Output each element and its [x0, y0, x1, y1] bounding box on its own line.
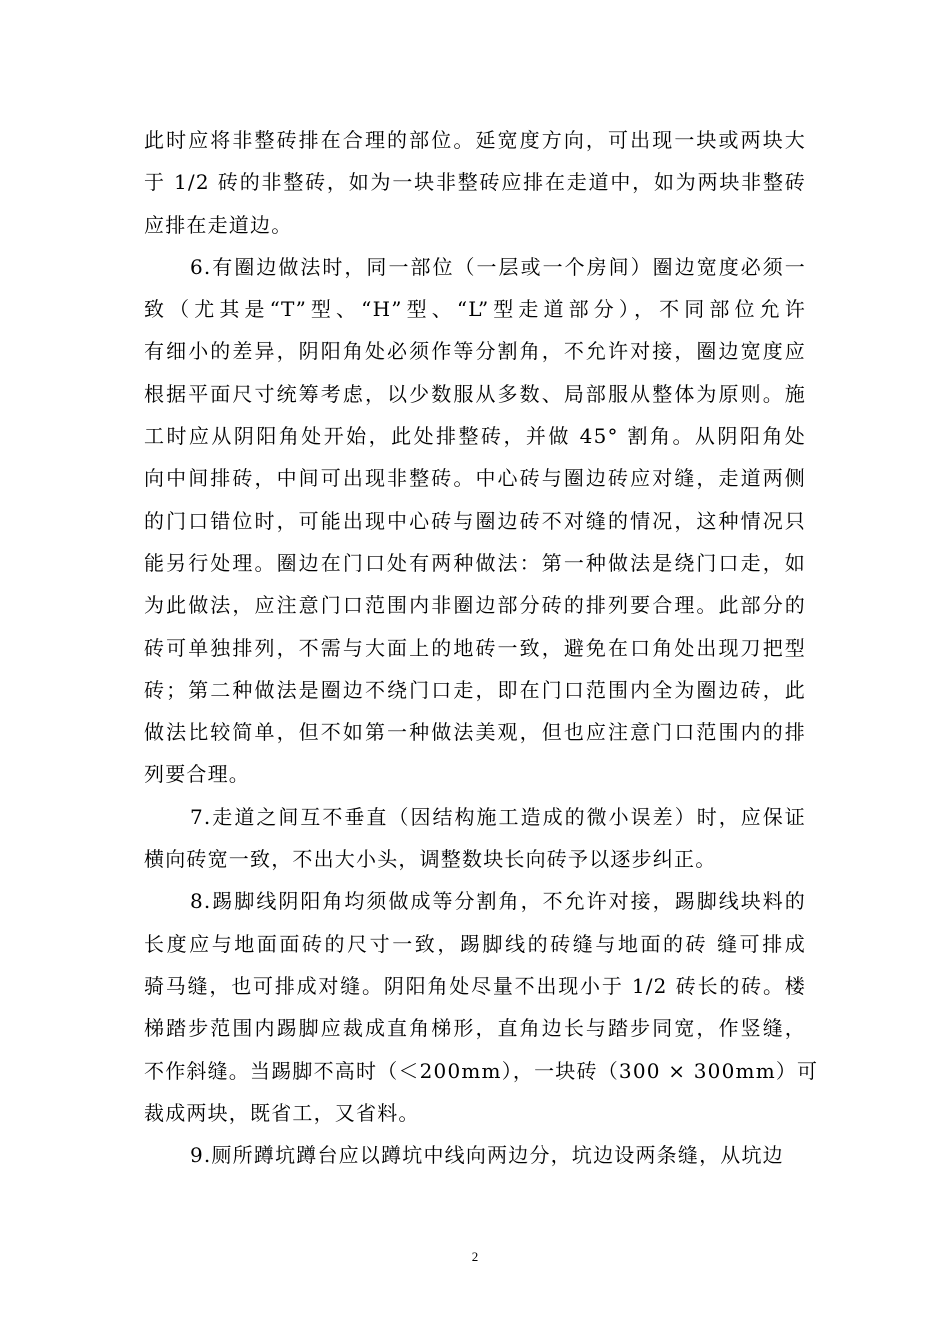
text-line: 裁成两块，既省工，又省料。	[144, 1100, 420, 1125]
paragraph-continuation	[144, 119, 806, 246]
document-body	[144, 119, 819, 1176]
text-line: 长度应与地面面砖的尺寸一致，踢脚线的砖缝与地面的砖 缝可排成	[144, 931, 806, 956]
text-line: 的门口错位时，可能出现中心砖与圈边砖不对缝的情况，这种情况只	[144, 508, 806, 533]
text-line: 根据平面尺寸统筹考虑，以少数服从多数、局部服从整体为原则。施	[144, 381, 806, 406]
text-line: 砖可单独排列，不需与大面上的地砖一致，避免在口角处出现刀把型	[144, 635, 806, 660]
paragraph-item-8	[144, 880, 819, 1134]
text-line: 此时应将非整砖排在合理的部位。延宽度方向，可出现一块或两块大	[144, 128, 806, 152]
text-line: 8.踢脚线阴阳角均须做成等分割角，不允许对接，踢脚线块料的	[190, 889, 806, 914]
text-line: 6.有圈边做法时，同一部位（一层或一个房间）圈边宽度必须一	[190, 254, 806, 279]
text-line: 横向砖宽一致，不出大小头，调整数块长向砖予以逐步纠正。	[144, 847, 717, 872]
text-line: 致（尤其是“T”型、“H”型、“L”型走道部分），不同部位允许	[144, 297, 806, 322]
text-line: 7.走道之间互不垂直（因结构施工造成的微小误差）时，应保证	[190, 804, 806, 829]
paragraph-item-7	[144, 796, 806, 881]
text-line: 砖；第二种做法是圈边不绕门口走，即在门口范围内全为圈边砖，此	[144, 677, 806, 702]
text-line: 能另行处理。圈边在门口处有两种做法：第一种做法是绕门口走，如	[144, 550, 806, 575]
paragraph-item-6	[144, 246, 806, 796]
text-line: 做法比较简单，但不如第一种做法美观，但也应注意门口范围内的排	[144, 720, 806, 745]
text-line: 不作斜缝。当踢脚不高时（＜200mm），一块砖（300 × 300mm）可	[144, 1058, 819, 1083]
text-line: 于 1/2 砖的非整砖，如为一块非整砖应排在走道中，如为两块非整砖	[144, 170, 806, 195]
text-line: 为此做法，应注意门口范围内非圈边部分砖的排列要合理。此部分的	[144, 593, 806, 618]
text-line: 列要合理。	[144, 762, 250, 787]
text-line: 骑马缝，也可排成对缝。阴阳角处尽量不出现小于 1/2 砖长的砖。楼	[144, 973, 806, 998]
text-line: 工时应从阴阳角处开始，此处排整砖，并做 45° 割角。从阴阳角处	[144, 424, 806, 449]
text-line: 有细小的差异，阴阳角处必须作等分割角，不允许对接，圈边宽度应	[144, 339, 806, 364]
text-line: 向中间排砖，中间可出现非整砖。中心砖与圈边砖应对缝，走道两侧	[144, 466, 806, 491]
text-line: 9.厕所蹲坑蹲台应以蹲坑中线向两边分，坑边设两条缝，从坑边	[190, 1143, 784, 1168]
text-line: 梯踏步范围内踢脚应裁成直角梯形，直角边长与踏步同宽，作竖缝，	[144, 1016, 806, 1041]
paragraph-item-9	[144, 1134, 806, 1176]
page-number: 2	[471, 1249, 479, 1264]
text-line: 应排在走道边。	[144, 212, 293, 237]
